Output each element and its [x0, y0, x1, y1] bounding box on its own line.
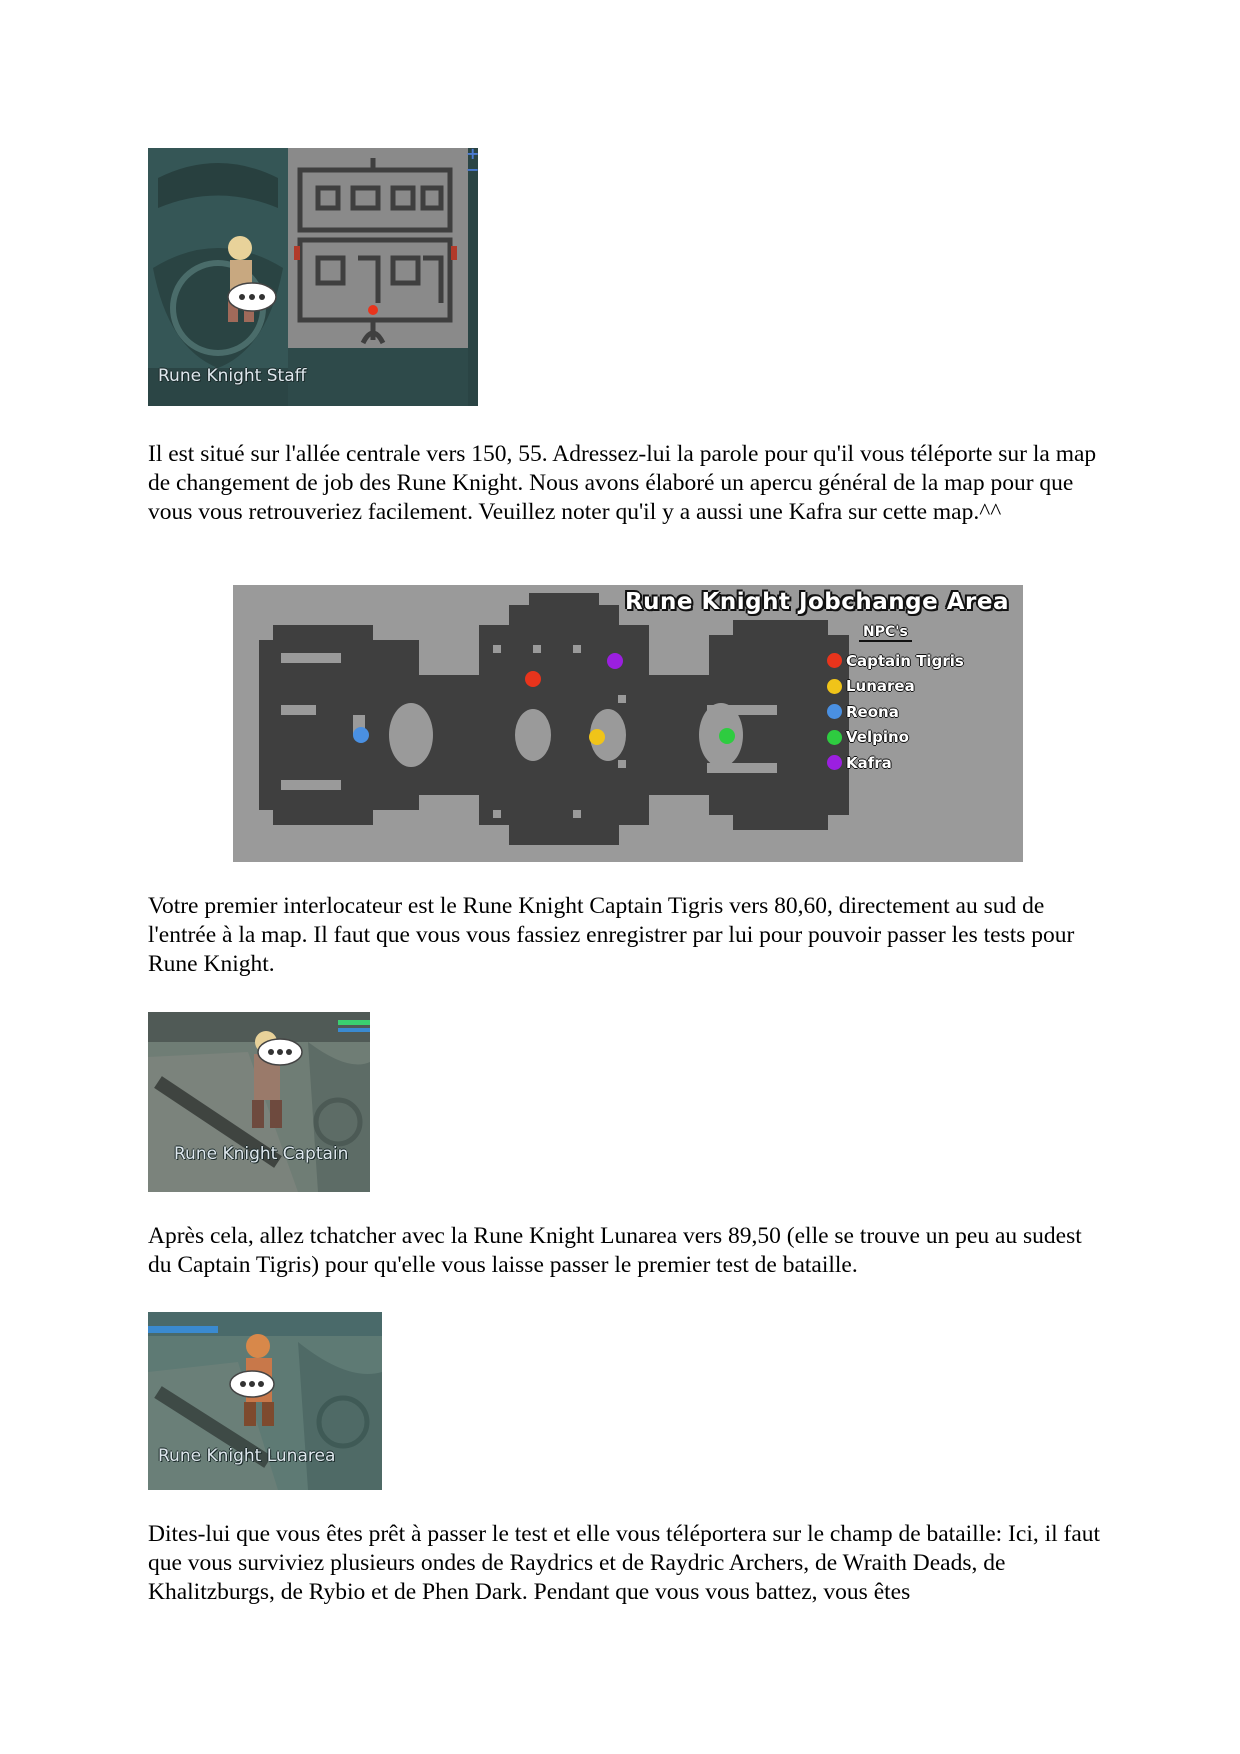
minimap-zoom-out-button[interactable]: − — [466, 160, 480, 179]
paragraph-4: Dites-lui que vous êtes prêt à passer le test et elle vous téléportera sur le champ de bataille: Ici, il faut que vous surviviez plusieurs ondes de Raydrics et de Raydric Archers, de Wraith Deads, de Khalitzburgs, de Rybio et de Phen Dark. Pendant que vous vous battez, vous êtes — [148, 1521, 1101, 1605]
paragraph-3: Après cela, allez tchatcher avec la Rune Knight Lunarea vers 89,50 (elle se trouve un peu au sudest du Captain Tigris) pour qu'elle vous laisse passer le premier test de bataille. — [148, 1223, 1082, 1278]
rune-knight-captain-screenshot — [148, 1012, 370, 1192]
npc-label-staff: Rune Knight Staff — [158, 366, 307, 386]
npc-label-captain: Rune Knight Captain — [174, 1144, 349, 1164]
legend-label: Reona — [846, 702, 899, 721]
green-dot-icon — [827, 730, 842, 745]
jobchange-area-map — [233, 585, 1023, 862]
rune-knight-lunarea-screenshot — [148, 1312, 382, 1490]
legend-label: Kafra — [846, 753, 892, 772]
legend-label: Captain Tigris — [846, 651, 964, 670]
map-title: Rune Knight Jobchange Area — [624, 589, 1009, 615]
rune-knight-staff-screenshot — [148, 144, 480, 406]
legend-item — [827, 725, 964, 751]
npc-marker-reona — [353, 727, 369, 743]
npc-marker-velpino — [719, 728, 735, 744]
blue-dot-icon — [827, 704, 842, 719]
legend-item — [827, 699, 964, 725]
legend-label: Velpino — [846, 728, 909, 747]
npc-label-lunarea: Rune Knight Lunarea — [158, 1446, 336, 1466]
legend-item — [827, 674, 964, 700]
legend-title: NPC's — [859, 624, 912, 642]
npc-legend — [827, 623, 964, 776]
purple-dot-icon — [827, 755, 842, 770]
legend-item — [827, 750, 964, 776]
legend-item — [827, 648, 964, 674]
captain-scene — [148, 1012, 370, 1192]
npc-marker-captain-tigris — [525, 671, 541, 687]
npc-marker-kafra — [607, 653, 623, 669]
paragraph-2: Votre premier interlocateur est le Rune Knight Captain Tigris vers 80,60, directement au sud de l'entrée à la map. Il faut que vous vous fassiez enregistrer par lui pour pouvoir passer les tests pour Rune Knight. — [148, 893, 1075, 977]
minimap-zoom-in-button[interactable]: + — [466, 144, 480, 163]
paragraph-1: Il est situé sur l'allée centrale vers 150, 55. Adressez-lui la parole pour qu'il vous téléporte sur la map de changement de job des Rune Knight. Nous avons élaboré un apercu général de la map pour que vous vous retrouveriez facilement. Veuillez noter qu'il y a aussi une Kafra sur cette map.^^ — [148, 441, 1097, 525]
legend-label: Lunarea — [846, 677, 915, 696]
yellow-dot-icon — [827, 679, 842, 694]
red-dot-icon — [827, 653, 842, 668]
npc-marker-lunarea — [589, 729, 605, 745]
